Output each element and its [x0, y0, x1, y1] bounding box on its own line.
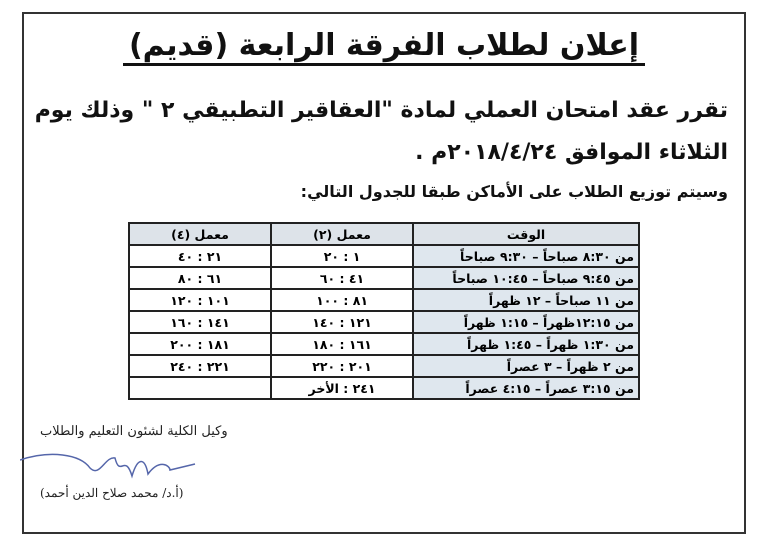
time-cell: من ١١ صباحاً – ١٢ ظهراً — [413, 289, 639, 311]
lab4-cell — [129, 377, 271, 399]
time-cell: من ٨:٣٠ صباحاً – ٩:٣٠ صباحاً — [413, 245, 639, 267]
lab2-cell: ٢٤١ : الأخر — [271, 377, 413, 399]
header-lab2: معمل (٢) — [271, 223, 413, 245]
time-cell: من ١٢:١٥ظهراً – ١:١٥ ظهراً — [413, 311, 639, 333]
lab2-cell: ٨١ : ١٠٠ — [271, 289, 413, 311]
lab2-cell: ٢٠١ : ٢٢٠ — [271, 355, 413, 377]
time-cell: من ١:٣٠ ظهراً – ١:٤٥ ظهراً — [413, 333, 639, 355]
lab4-cell: ١٠١ : ١٢٠ — [129, 289, 271, 311]
lab2-cell: ١٦١ : ١٨٠ — [271, 333, 413, 355]
lab2-cell: ٤١ : ٦٠ — [271, 267, 413, 289]
table-row — [129, 245, 639, 267]
time-cell: من ٩:٤٥ صباحاً – ١٠:٤٥ صباحاً — [413, 267, 639, 289]
table-row — [129, 289, 639, 311]
lab4-cell: ٢١ : ٤٠ — [129, 245, 271, 267]
signatory-title: وكيل الكلية لشئون التعليم والطلاب — [40, 424, 228, 439]
signatory-name: (أ.د/ محمد صلاح الدين أحمد) — [40, 486, 184, 500]
lab2-cell: ١ : ٢٠ — [271, 245, 413, 267]
lab4-cell: ٦١ : ٨٠ — [129, 267, 271, 289]
lab4-cell: ١٤١ : ١٦٠ — [129, 311, 271, 333]
title-text: إعلان لطلاب الفرقة الرابعة (قديم) — [123, 28, 645, 66]
time-cell: من ٣:١٥ عصراً – ٤:١٥ عصراً — [413, 377, 639, 399]
handwritten-signature — [20, 448, 200, 488]
header-lab4: معمل (٤) — [129, 223, 271, 245]
time-cell: من ٢ ظهراً – ٣ عصراً — [413, 355, 639, 377]
table-row — [129, 311, 639, 333]
exam-date-line: الثلاثاء الموافق ٢٠١٨/٤/٢٤م . — [415, 140, 728, 165]
announcement-title — [0, 28, 768, 63]
lab4-cell: ١٨١ : ٢٠٠ — [129, 333, 271, 355]
table-row — [129, 355, 639, 377]
table-row — [129, 267, 639, 289]
table-row — [129, 377, 639, 399]
lab2-cell: ١٢١ : ١٤٠ — [271, 311, 413, 333]
table-row — [129, 333, 639, 355]
table-header-row — [129, 223, 639, 245]
exam-announcement-line: تقرر عقد امتحان العملي لمادة "العقاقير التطبيقي ٢ " وذلك يوم — [34, 98, 728, 123]
schedule-table — [128, 222, 640, 400]
header-time: الوقت — [413, 223, 639, 245]
lab4-cell: ٢٢١ : ٢٤٠ — [129, 355, 271, 377]
distribution-line: وسيتم توزيع الطلاب على الأماكن طبقا للجدول التالي: — [300, 182, 728, 201]
